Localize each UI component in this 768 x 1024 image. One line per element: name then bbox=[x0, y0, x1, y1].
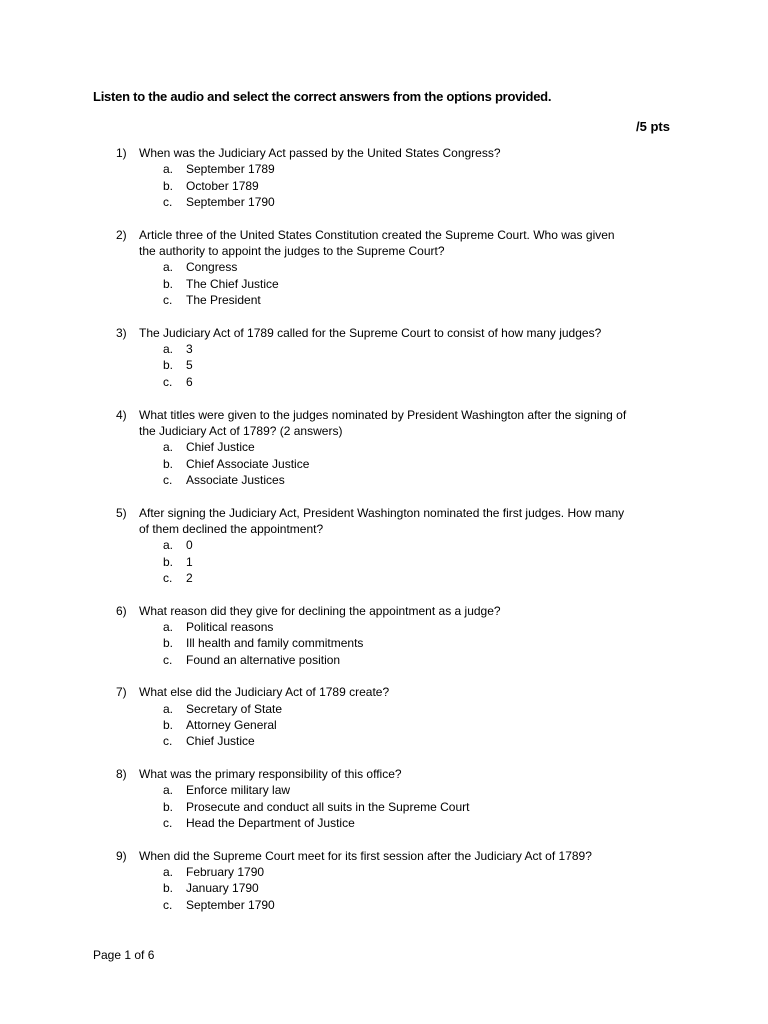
option-text: October 1789 bbox=[186, 178, 259, 193]
option-text: Chief Justice bbox=[186, 734, 255, 749]
option-text: 6 bbox=[186, 374, 193, 389]
option-letter: c. bbox=[163, 652, 173, 667]
option-letter: b. bbox=[163, 718, 174, 733]
question-text: When did the Supreme Court meet for its first session after the Judiciary Act of 1789? bbox=[139, 848, 592, 863]
question-text: of them declined the appointment? bbox=[139, 521, 324, 536]
question-3 bbox=[116, 325, 716, 390]
option-a bbox=[116, 439, 716, 455]
question-text: When was the Judiciary Act passed by the United States Congress? bbox=[139, 146, 501, 160]
option-b bbox=[116, 276, 716, 292]
option-a bbox=[116, 864, 716, 880]
option-a bbox=[116, 701, 716, 717]
option-text: Chief Associate Justice bbox=[186, 456, 310, 471]
option-text: Political reasons bbox=[186, 619, 274, 634]
option-c bbox=[116, 570, 716, 586]
question-line bbox=[116, 243, 716, 259]
option-letter: a. bbox=[163, 260, 174, 275]
question-text: the authority to appoint the judges to the Supreme Court? bbox=[139, 244, 445, 259]
question-text: After signing the Judiciary Act, President Washington nominated the first judges. How many bbox=[139, 505, 625, 520]
option-letter: a. bbox=[163, 619, 174, 634]
option-c bbox=[116, 472, 716, 488]
question-line bbox=[116, 227, 716, 243]
option-letter: b. bbox=[163, 276, 174, 291]
option-letter: a. bbox=[163, 440, 174, 455]
question-line bbox=[116, 505, 716, 521]
question-line bbox=[116, 145, 716, 161]
question-1 bbox=[116, 145, 716, 210]
option-b bbox=[116, 717, 716, 733]
option-letter: c. bbox=[163, 195, 173, 210]
option-a bbox=[116, 619, 716, 635]
question-8 bbox=[116, 766, 716, 831]
question-number: 7) bbox=[116, 685, 127, 700]
option-text: Head the Department of Justice bbox=[186, 816, 355, 831]
question-text: The Judiciary Act of 1789 called for the Supreme Court to consist of how many judges? bbox=[139, 325, 602, 340]
option-a bbox=[116, 161, 716, 177]
question-line bbox=[116, 848, 716, 864]
option-c bbox=[116, 733, 716, 749]
option-text: September 1790 bbox=[186, 195, 275, 210]
option-letter: c. bbox=[163, 816, 173, 831]
option-text: September 1790 bbox=[186, 897, 275, 912]
option-b bbox=[116, 178, 716, 194]
option-letter: c. bbox=[163, 734, 173, 749]
option-text: 5 bbox=[186, 358, 193, 373]
question-list bbox=[116, 145, 716, 930]
option-b bbox=[116, 635, 716, 651]
question-line bbox=[116, 325, 716, 341]
option-letter: c. bbox=[163, 374, 173, 389]
option-text: 3 bbox=[186, 342, 193, 357]
option-b bbox=[116, 799, 716, 815]
option-text: 0 bbox=[186, 538, 193, 553]
question-number: 6) bbox=[116, 603, 127, 618]
question-text: the Judiciary Act of 1789? (2 answers) bbox=[139, 423, 343, 438]
option-text: Congress bbox=[186, 260, 238, 275]
question-number: 1) bbox=[116, 146, 127, 160]
option-b bbox=[116, 880, 716, 896]
question-line bbox=[116, 423, 716, 439]
option-letter: a. bbox=[163, 783, 174, 798]
question-text: What else did the Judiciary Act of 1789 create? bbox=[139, 685, 390, 700]
question-number: 9) bbox=[116, 848, 127, 863]
question-2 bbox=[116, 227, 716, 309]
option-letter: a. bbox=[163, 701, 174, 716]
question-line bbox=[116, 521, 716, 537]
option-a bbox=[116, 782, 716, 798]
option-letter: a. bbox=[163, 865, 174, 880]
option-text: Secretary of State bbox=[186, 701, 283, 716]
option-letter: b. bbox=[163, 178, 174, 193]
option-letter: a. bbox=[163, 538, 174, 553]
question-number: 8) bbox=[116, 767, 127, 782]
question-6 bbox=[116, 603, 716, 668]
option-text: Enforce military law bbox=[186, 783, 291, 798]
option-a bbox=[116, 341, 716, 357]
option-letter: a. bbox=[163, 162, 174, 177]
option-text: January 1790 bbox=[186, 881, 259, 896]
option-c bbox=[116, 292, 716, 308]
option-letter: b. bbox=[163, 881, 174, 896]
question-number: 2) bbox=[116, 227, 127, 242]
option-text: February 1790 bbox=[186, 865, 265, 880]
question-text: What titles were given to the judges nominated by President Washington after the signing of bbox=[139, 407, 627, 422]
option-c bbox=[116, 374, 716, 390]
option-letter: c. bbox=[163, 570, 173, 585]
option-letter: c. bbox=[163, 293, 173, 308]
option-text: Ill health and family commitments bbox=[186, 636, 364, 651]
option-text: Found an alternative position bbox=[186, 652, 341, 667]
option-letter: b. bbox=[163, 554, 174, 569]
option-letter: b. bbox=[163, 636, 174, 651]
option-b bbox=[116, 456, 716, 472]
option-c bbox=[116, 194, 716, 210]
option-text: September 1789 bbox=[186, 162, 275, 177]
option-text: Attorney General bbox=[186, 718, 277, 733]
page-number-footer: Page 1 of 6 bbox=[93, 948, 155, 962]
option-text: The President bbox=[186, 293, 261, 308]
question-text: What was the primary responsibility of this office? bbox=[139, 767, 402, 782]
option-letter: c. bbox=[163, 472, 173, 487]
question-line bbox=[116, 603, 716, 619]
option-text: Prosecute and conduct all suits in the Supreme Court bbox=[186, 799, 470, 814]
question-line bbox=[116, 684, 716, 700]
option-text: Chief Justice bbox=[186, 440, 255, 455]
question-number: 5) bbox=[116, 505, 127, 520]
option-letter: a. bbox=[163, 342, 174, 357]
option-letter: b. bbox=[163, 456, 174, 471]
points-label: /5 pts bbox=[636, 119, 670, 134]
question-4 bbox=[116, 407, 716, 489]
question-line bbox=[116, 407, 716, 423]
option-letter: b. bbox=[163, 358, 174, 373]
option-c bbox=[116, 897, 716, 913]
question-text: What reason did they give for declining the appointment as a judge? bbox=[139, 603, 501, 618]
option-a bbox=[116, 537, 716, 553]
question-number: 4) bbox=[116, 407, 127, 422]
option-letter: b. bbox=[163, 799, 174, 814]
option-c bbox=[116, 815, 716, 831]
question-line bbox=[116, 766, 716, 782]
question-7 bbox=[116, 684, 716, 749]
option-text: 2 bbox=[186, 570, 193, 585]
option-b bbox=[116, 357, 716, 373]
option-b bbox=[116, 554, 716, 570]
question-9 bbox=[116, 848, 716, 913]
option-text: 1 bbox=[186, 554, 193, 569]
option-a bbox=[116, 259, 716, 275]
option-text: Associate Justices bbox=[186, 472, 285, 487]
option-letter: c. bbox=[163, 897, 173, 912]
question-number: 3) bbox=[116, 325, 127, 340]
option-c bbox=[116, 652, 716, 668]
question-5 bbox=[116, 505, 716, 587]
instructions-heading: Listen to the audio and select the correct answers from the options provided. bbox=[93, 89, 552, 104]
question-text: Article three of the United States Constitution created the Supreme Court. Who was given bbox=[139, 227, 615, 242]
option-text: The Chief Justice bbox=[186, 276, 279, 291]
